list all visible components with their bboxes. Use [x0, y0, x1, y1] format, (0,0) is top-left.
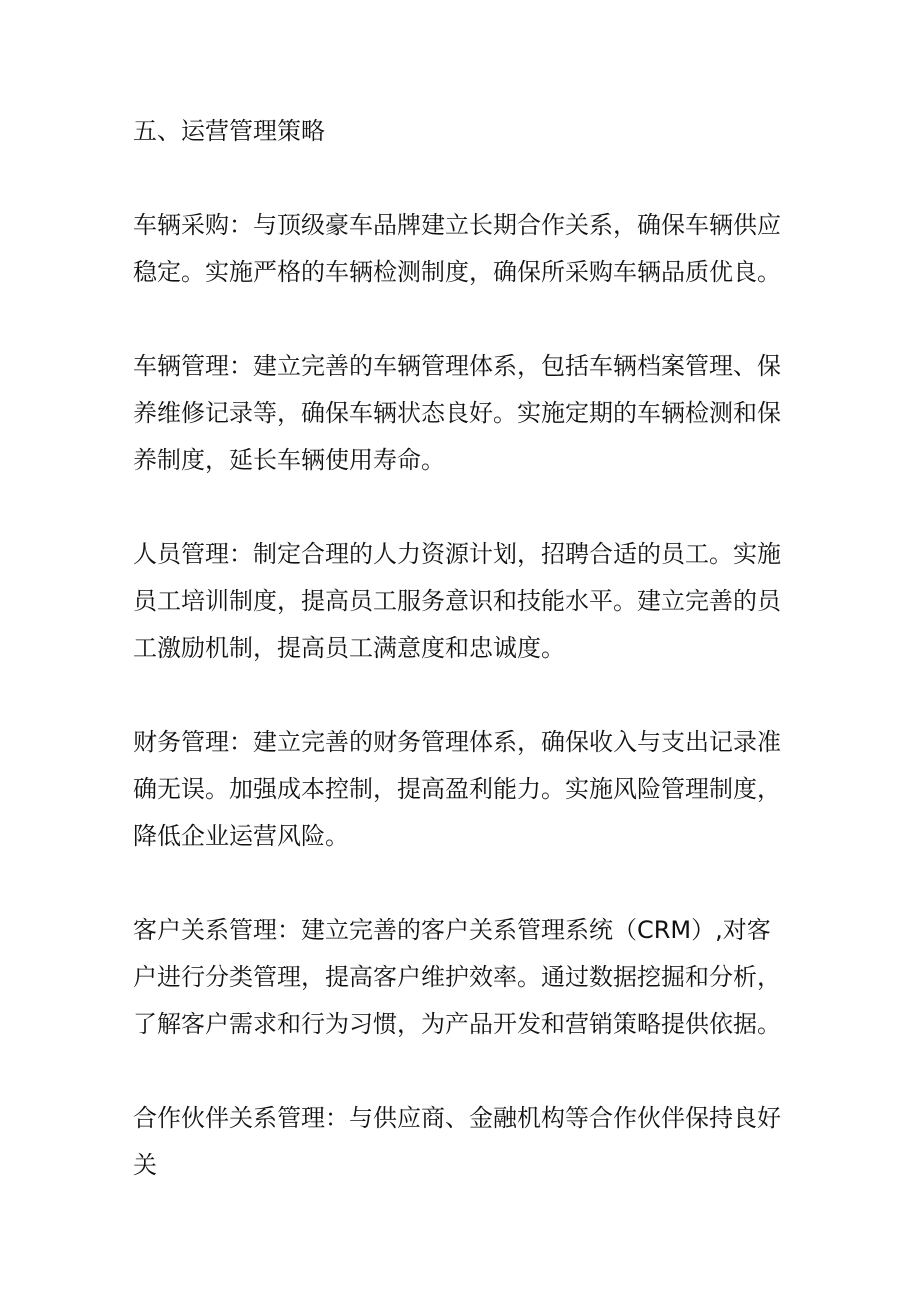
section-heading: 五、运营管理策略 [133, 117, 325, 145]
paragraph-vehicle-procurement: 车辆采购：与顶级豪车品牌建立长期合作关系，确保车辆供应稳定。实施严格的车辆检测制度，确保所采购车辆品质优良。 [133, 211, 781, 286]
paragraph-financial-management: 财务管理：建立完善的财务管理体系，确保收入与支出记录准确无误。加强成本控制，提高盈利能力。实施风险管理制度，降低企业运营风险。 [133, 728, 781, 850]
paragraph-customer-relationship-management: 客户关系管理：建立完善的客户关系管理系统（CRM）,对客户进行分类管理，提高客户维护效率。通过数据挖掘和分析，了解客户需求和行为习惯，为产品开发和营销策略提供依据。 [133, 916, 781, 1038]
paragraph-partner-relationship-management: 合作伙伴关系管理：与供应商、金融机构等合作伙伴保持良好关 [133, 1104, 781, 1179]
document-content [133, 108, 793, 1189]
paragraph-personnel-management: 人员管理：制定合理的人力资源计划，招聘合适的员工。实施员工培训制度，提高员工服务意识和技能水平。建立完善的员工激励机制，提高员工满意度和忠诚度。 [133, 540, 781, 662]
paragraph-vehicle-management: 车辆管理：建立完善的车辆管理体系，包括车辆档案管理、保养维修记录等，确保车辆状态良好。实施定期的车辆检测和保养制度，延长车辆使用寿命。 [133, 352, 781, 474]
